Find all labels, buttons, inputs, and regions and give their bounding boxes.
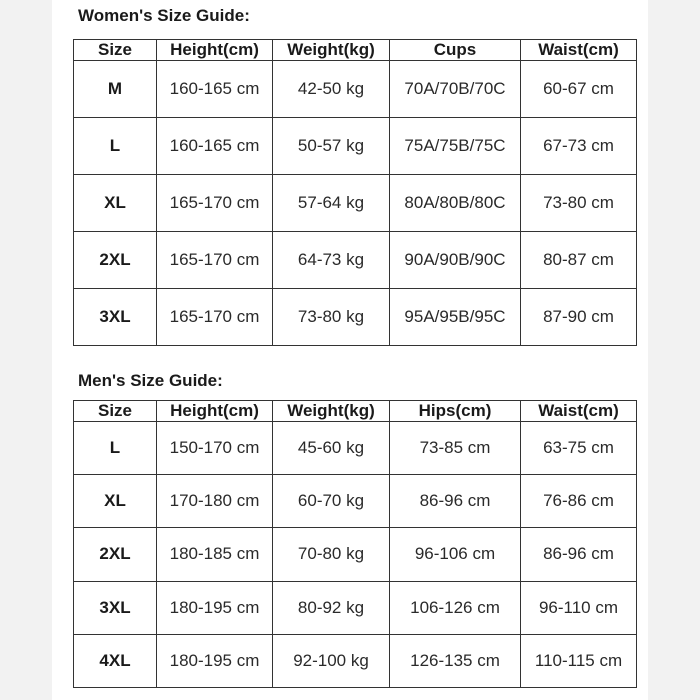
table-cell: 165-170 cm (157, 289, 273, 346)
table-header-row (74, 40, 637, 61)
size-cell: XL (74, 175, 157, 232)
column-header-hips: Hips(cm) (390, 401, 521, 422)
table-cell: 76-86 cm (521, 475, 637, 528)
table-row (74, 475, 637, 528)
table-cell: 96-110 cm (521, 581, 637, 634)
column-header-waist: Waist(cm) (521, 401, 637, 422)
table-cell: 73-80 cm (521, 175, 637, 232)
table-cell: 165-170 cm (157, 232, 273, 289)
table-cell: 60-70 kg (273, 475, 390, 528)
table-header-row (74, 401, 637, 422)
table-cell: 90A/90B/90C (390, 232, 521, 289)
table-cell: 87-90 cm (521, 289, 637, 346)
table-cell: 42-50 kg (273, 61, 390, 118)
size-cell: XL (74, 475, 157, 528)
table-cell: 96-106 cm (390, 528, 521, 581)
table-cell: 126-135 cm (390, 634, 521, 687)
table-row (74, 232, 637, 289)
size-cell: L (74, 422, 157, 475)
table-cell: 67-73 cm (521, 118, 637, 175)
column-header-height: Height(cm) (157, 40, 273, 61)
table-row (74, 422, 637, 475)
table-cell: 63-75 cm (521, 422, 637, 475)
size-cell: 2XL (74, 528, 157, 581)
table-cell: 110-115 cm (521, 634, 637, 687)
table-cell: 73-85 cm (390, 422, 521, 475)
women-table-body (74, 61, 637, 346)
table-cell: 170-180 cm (157, 475, 273, 528)
table-cell: 45-60 kg (273, 422, 390, 475)
size-cell: L (74, 118, 157, 175)
size-cell: 4XL (74, 634, 157, 687)
table-row (74, 61, 637, 118)
table-row (74, 581, 637, 634)
column-header-weight: Weight(kg) (273, 40, 390, 61)
table-cell: 50-57 kg (273, 118, 390, 175)
men-size-guide-title: Men's Size Guide: (78, 371, 223, 390)
men-size-table (73, 400, 637, 688)
table-cell: 160-165 cm (157, 61, 273, 118)
column-header-cups: Cups (390, 40, 521, 61)
table-cell: 73-80 kg (273, 289, 390, 346)
table-cell: 180-195 cm (157, 634, 273, 687)
table-cell: 86-96 cm (390, 475, 521, 528)
column-header-size: Size (74, 401, 157, 422)
column-header-height: Height(cm) (157, 401, 273, 422)
table-cell: 80A/80B/80C (390, 175, 521, 232)
size-cell: 2XL (74, 232, 157, 289)
table-cell: 70-80 kg (273, 528, 390, 581)
table-row (74, 118, 637, 175)
size-cell: M (74, 61, 157, 118)
column-header-size: Size (74, 40, 157, 61)
table-cell: 180-185 cm (157, 528, 273, 581)
column-header-waist: Waist(cm) (521, 40, 637, 61)
table-cell: 80-87 cm (521, 232, 637, 289)
table-cell: 86-96 cm (521, 528, 637, 581)
table-cell: 75A/75B/75C (390, 118, 521, 175)
table-cell: 95A/95B/95C (390, 289, 521, 346)
women-size-table (73, 39, 637, 346)
table-cell: 64-73 kg (273, 232, 390, 289)
table-cell: 180-195 cm (157, 581, 273, 634)
table-row (74, 528, 637, 581)
table-cell: 160-165 cm (157, 118, 273, 175)
column-header-weight: Weight(kg) (273, 401, 390, 422)
men-table-body (74, 422, 637, 688)
table-cell: 165-170 cm (157, 175, 273, 232)
table-cell: 70A/70B/70C (390, 61, 521, 118)
table-cell: 150-170 cm (157, 422, 273, 475)
table-cell: 60-67 cm (521, 61, 637, 118)
women-size-guide-title: Women's Size Guide: (78, 6, 250, 25)
table-cell: 57-64 kg (273, 175, 390, 232)
table-cell: 80-92 kg (273, 581, 390, 634)
size-cell: 3XL (74, 289, 157, 346)
table-row (74, 289, 637, 346)
table-cell: 92-100 kg (273, 634, 390, 687)
size-cell: 3XL (74, 581, 157, 634)
table-cell: 106-126 cm (390, 581, 521, 634)
table-row (74, 175, 637, 232)
table-row (74, 634, 637, 687)
